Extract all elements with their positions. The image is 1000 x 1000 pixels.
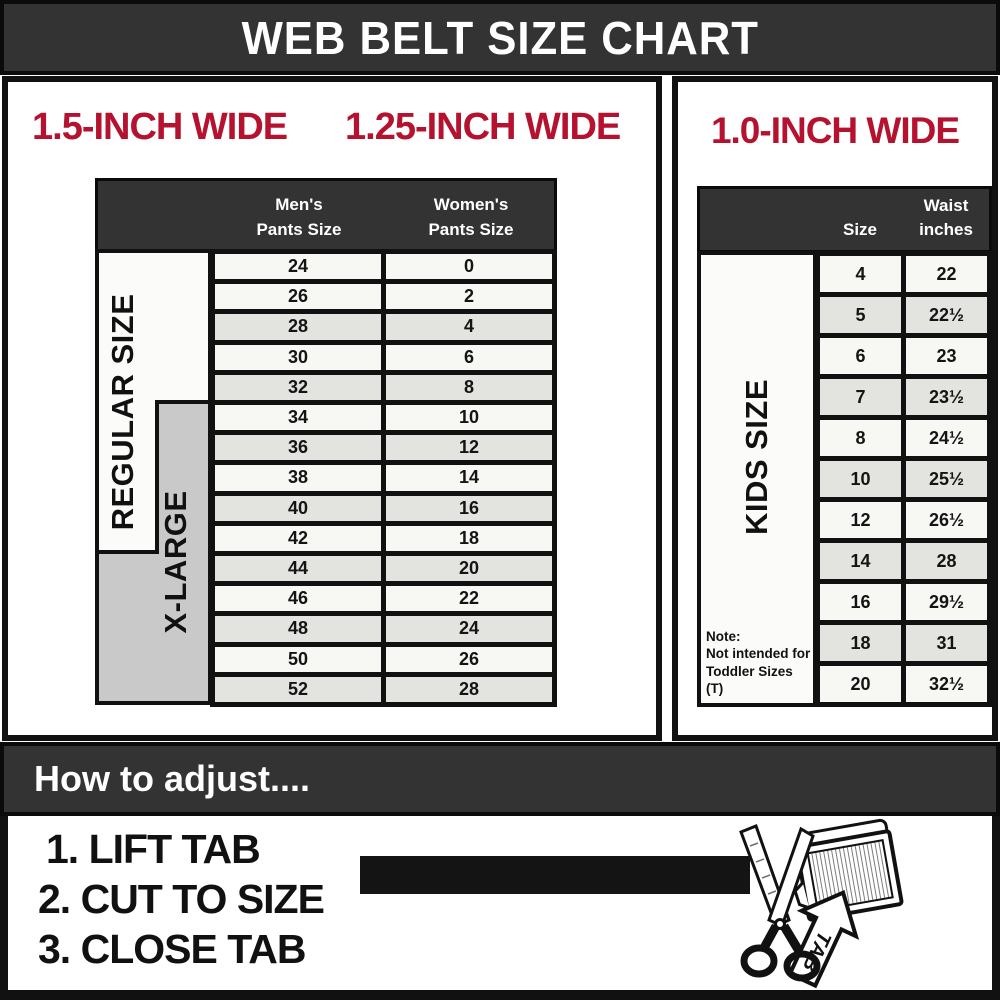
belt-adjust-illustration [360,816,992,990]
xlarge-label: X-LARGE [158,490,193,634]
note-line3: Toddler Sizes (T) [706,663,793,697]
mens-size-cell: 30 [215,345,381,370]
waist-inches-cell: 28 [906,543,987,579]
mens-size-cell: 32 [215,375,381,400]
tab-arrow-label: TAB [797,927,836,976]
note-line1: Note: [706,628,741,644]
womens-size-cell: 20 [386,556,552,581]
how-to-adjust-title: How to adjust.... [34,758,310,799]
kids-size-label: KIDS SIZE [739,378,774,535]
kids-size-cell: 10 [820,461,901,497]
mens-size-cell: 28 [215,314,381,339]
size-region-shapes [90,244,216,710]
size-column-header [820,186,900,250]
step-3: 3. CLOSE TAB [38,926,306,972]
how-to-adjust-bar [0,742,1000,816]
waist-inches-cell: 23½ [906,379,987,415]
waist-inches-cell: 29½ [906,584,987,620]
waist-inches-cell: 25½ [906,461,987,497]
womens-size-cell: 18 [386,526,552,551]
womens-size-cell: 14 [386,465,552,490]
kids-size-cell: 14 [820,543,901,579]
womens-column-header [388,193,554,242]
kids-size-cell: 7 [820,379,901,415]
mens-size-cell: 24 [215,254,381,279]
womens-size-cell: 6 [386,345,552,370]
mens-size-cell: 44 [215,556,381,581]
page-title: WEB BELT SIZE CHART [241,11,759,64]
waist-inches-cell: 32½ [906,666,987,702]
kids-size-cell: 20 [820,666,901,702]
womens-size-cell: 28 [386,677,552,702]
width-header-1-5: 1.5-INCH WIDE [32,106,288,148]
womens-size-cell: 16 [386,496,552,521]
waist-column-header [903,186,989,250]
womens-size-cell: 2 [386,284,552,309]
waist-inches-cell: 31 [906,625,987,661]
mens-size-cell: 50 [215,647,381,672]
womens-size-cell: 4 [386,314,552,339]
step-1: 1. LIFT TAB [46,826,260,872]
womens-size-cell: 12 [386,435,552,460]
mens-column-header-line2: Pants Size [256,219,342,239]
kids-size-cell: 16 [820,584,901,620]
kids-size-cell: 4 [820,256,901,292]
mens-size-cell: 52 [215,677,381,702]
mens-column-header [215,193,383,242]
waist-column-header-line2: inches [919,220,973,240]
waist-inches-cell: 23 [906,338,987,374]
regular-size-label: REGULAR SIZE [105,293,140,531]
mens-size-cell: 26 [215,284,381,309]
mens-size-cell: 48 [215,616,381,641]
waist-inches-cell: 22 [906,256,987,292]
size-column-header-text: Size [842,220,878,240]
mens-size-cell: 36 [215,435,381,460]
adult-sizes-table [210,249,557,707]
waist-inches-cell: 26½ [906,502,987,538]
waist-column-header-line1: Waist [923,195,969,215]
instructions-section [0,816,1000,1000]
womens-size-cell: 0 [386,254,552,279]
womens-size-cell: 22 [386,586,552,611]
width-header-1-0: 1.0-INCH WIDE [710,110,960,151]
step-2: 2. CUT TO SIZE [38,876,324,922]
kids-size-cell: 6 [820,338,901,374]
womens-size-cell: 26 [386,647,552,672]
title-bar [0,0,1000,75]
waist-inches-cell: 24½ [906,420,987,456]
kids-sizes-table [815,251,992,707]
mens-size-cell: 34 [215,405,381,430]
kids-size-cell: 5 [820,297,901,333]
womens-column-header-line1: Women's [433,195,509,214]
womens-column-header-line2: Pants Size [428,219,514,239]
womens-size-cell: 8 [386,375,552,400]
kids-size-region [697,251,817,707]
kids-size-cell: 12 [820,502,901,538]
waist-inches-cell: 22½ [906,297,987,333]
toddler-note [706,628,813,698]
kids-size-cell: 18 [820,625,901,661]
mens-size-cell: 42 [215,526,381,551]
mens-size-cell: 46 [215,586,381,611]
mens-size-cell: 38 [215,465,381,490]
mens-size-cell: 40 [215,496,381,521]
note-line2: Not intended for [706,646,811,662]
mens-column-header-line1: Men's [275,195,323,214]
width-header-1-25: 1.25-INCH WIDE [345,106,621,148]
womens-size-cell: 24 [386,616,552,641]
kids-size-cell: 8 [820,420,901,456]
womens-size-cell: 10 [386,405,552,430]
belt-strap [360,856,750,894]
